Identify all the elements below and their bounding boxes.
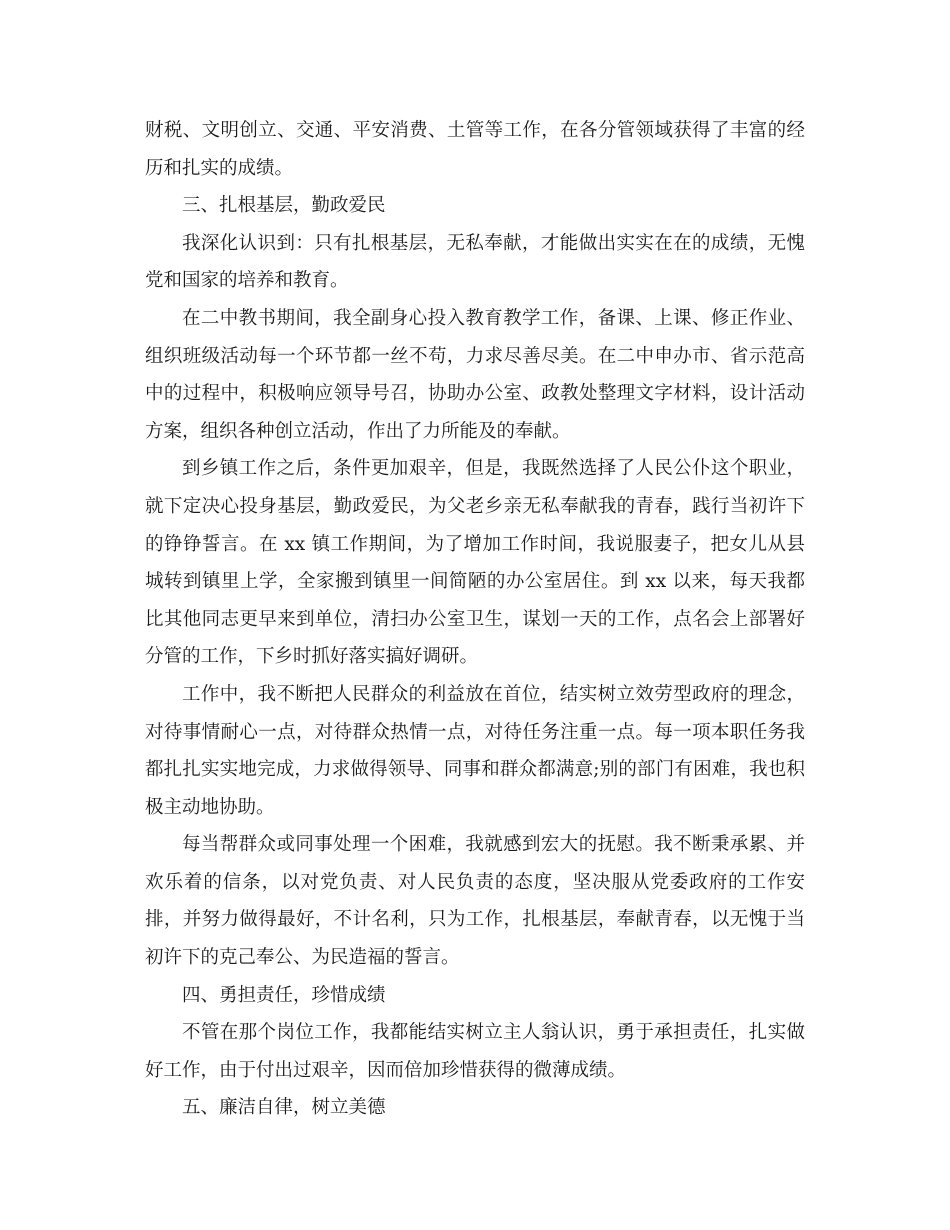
paragraph-body: 不管在那个岗位工作，我都能结实树立主人翁认识，勇于承担责任，扎实做好工作，由于付出过艰辛，因而倍加珍惜获得的微薄成绩。 xyxy=(145,1022,805,1081)
paragraph-body: 到乡镇工作之后，条件更加艰辛，但是，我既然选择了人民公仆这个职业，就下定决心投身基层，勤政爱民，为父老乡亲无私奉献我的青春，践行当初许下的铮铮誓言。在 xx 镇工作期间，为了增加工作时间，我说服妻子，把女儿从县城转到镇里上学，全家搬到镇里一间简陋的办公室居住。到 xx 以来，每天我都比其他同志更早来到单位，清扫办公室卫生，谋划一天的工作，点名会上部署好分管的工作，下乡时抓好落实搞好调研。 xyxy=(145,458,805,668)
document-body xyxy=(145,112,805,1127)
section-heading-3: 三、扎根基层，勤政爱民 xyxy=(182,195,386,217)
section-heading-4: 四、勇担责任，珍惜成绩 xyxy=(182,984,386,1006)
section-heading-5: 五、廉洁自律，树立美德 xyxy=(182,1097,386,1119)
paragraph-body: 我深化认识到：只有扎根基层，无私奉献，才能做出实实在在的成绩，无愧党和国家的培养和教育。 xyxy=(145,232,805,292)
paragraph-body: 工作中，我不断把人民群众的利益放在首位，结实树立效劳型政府的理念，对待事情耐心一点，对待群众热情一点，对待任务注重一点。每一项本职任务我都扎扎实实地完成，力求做得领导、同事和群众都满意;别的部门有困难，我也积极主动地协助。 xyxy=(145,683,805,818)
paragraph-continuation: 财税、文明创立、交通、平安消费、土管等工作，在各分管领域获得了丰富的经历和扎实的成绩。 xyxy=(145,120,805,179)
paragraph-body: 每当帮群众或同事处理一个困难，我就感到宏大的抚慰。我不断秉承累、并欢乐着的信条，以对党负责、对人民负责的态度，坚决服从党委政府的工作安排，并努力做得最好，不计名利，只为工作，扎根基层，奉献青春，以无愧于当初许下的克己奉公、为民造福的誓言。 xyxy=(145,834,805,969)
paragraph-body: 在二中教书期间，我全副身心投入教育教学工作，备课、上课、修正作业、组织班级活动每一个环节都一丝不苟，力求尽善尽美。在二中申办市、省示范高中的过程中，积极响应领导号召，协助办公室、政教处整理文字材料，设计活动方案，组织各种创立活动，作出了力所能及的奉献。 xyxy=(145,307,805,442)
